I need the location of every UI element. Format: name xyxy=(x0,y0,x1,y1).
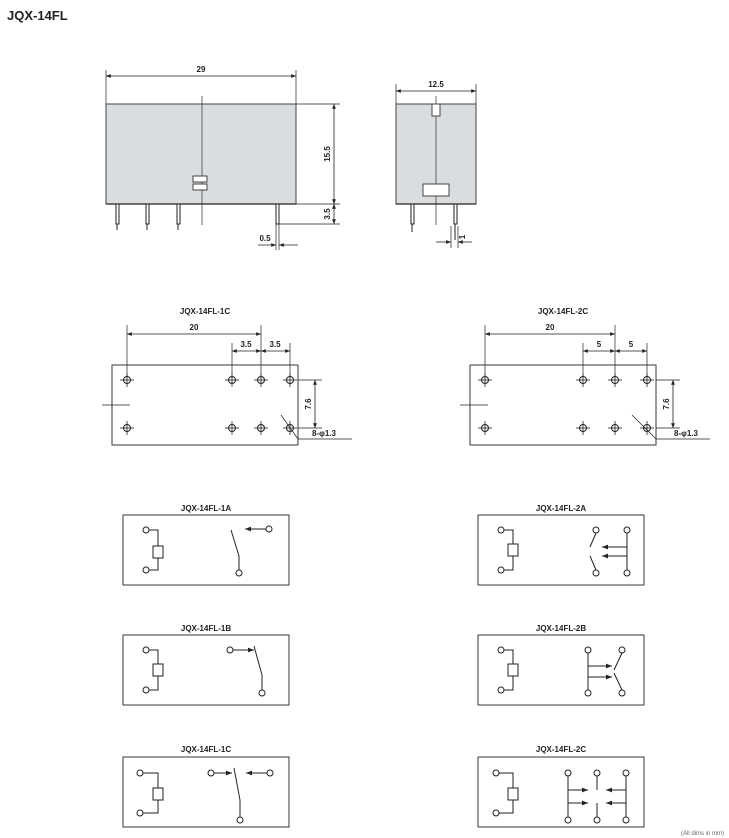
pcb-2c-pitch-b: 5 xyxy=(628,340,634,349)
pcb-2c-pitch-a: 5 xyxy=(596,340,602,349)
pcb-1c-pitch-a: 3.5 xyxy=(240,340,252,349)
page-title: JQX-14FL xyxy=(7,8,68,23)
pcb-holes-1c xyxy=(120,373,297,435)
wiring-title-2a: JQX-14FL-2A xyxy=(535,504,587,513)
pcb-layout-1c xyxy=(102,325,352,445)
dim-width: 12.5 xyxy=(428,80,444,89)
dim-pin-width: 1 xyxy=(458,234,467,240)
wiring-title-1c: JQX-14FL-1C xyxy=(180,745,232,754)
pcb-1c-span: 20 xyxy=(189,323,199,332)
wiring-title-2c: JQX-14FL-2C xyxy=(535,745,587,754)
pcb-1c-hole-note: 8-φ1.3 xyxy=(312,429,336,438)
wiring-1a xyxy=(123,515,289,585)
dim-length: 29 xyxy=(196,65,206,74)
dim-height: 15.5 xyxy=(323,146,332,162)
wiring-2a xyxy=(478,515,644,585)
wiring-2b xyxy=(478,635,644,705)
wiring-title-1a: JQX-14FL-1A xyxy=(180,504,232,513)
side-view xyxy=(106,70,340,250)
wiring-title-2b: JQX-14FL-2B xyxy=(535,624,587,633)
footer-note: (All dims in mm) xyxy=(681,831,724,837)
dim-pin-length: 3.5 xyxy=(323,208,332,220)
wiring-1b xyxy=(123,635,289,705)
pcb-2c-hole-note: 8-φ1.3 xyxy=(674,429,698,438)
pcb-title-2c: JQX-14FL-2C xyxy=(537,307,589,316)
pcb-layout-2c xyxy=(460,325,710,445)
pcb-1c-pitch-b: 3.5 xyxy=(269,340,281,349)
wiring-1c xyxy=(123,757,289,827)
dim-pin-thickness: 0.5 xyxy=(259,234,271,243)
pcb-2c-row-spacing: 7.6 xyxy=(662,398,671,410)
end-view xyxy=(396,84,476,248)
wiring-title-1b: JQX-14FL-1B xyxy=(180,624,232,633)
pcb-2c-span: 20 xyxy=(545,323,555,332)
wiring-2c xyxy=(478,757,644,827)
pcb-1c-row-spacing: 7.6 xyxy=(304,398,313,410)
pcb-title-1c: JQX-14FL-1C xyxy=(179,307,231,316)
pcb-holes-2c xyxy=(478,373,654,435)
